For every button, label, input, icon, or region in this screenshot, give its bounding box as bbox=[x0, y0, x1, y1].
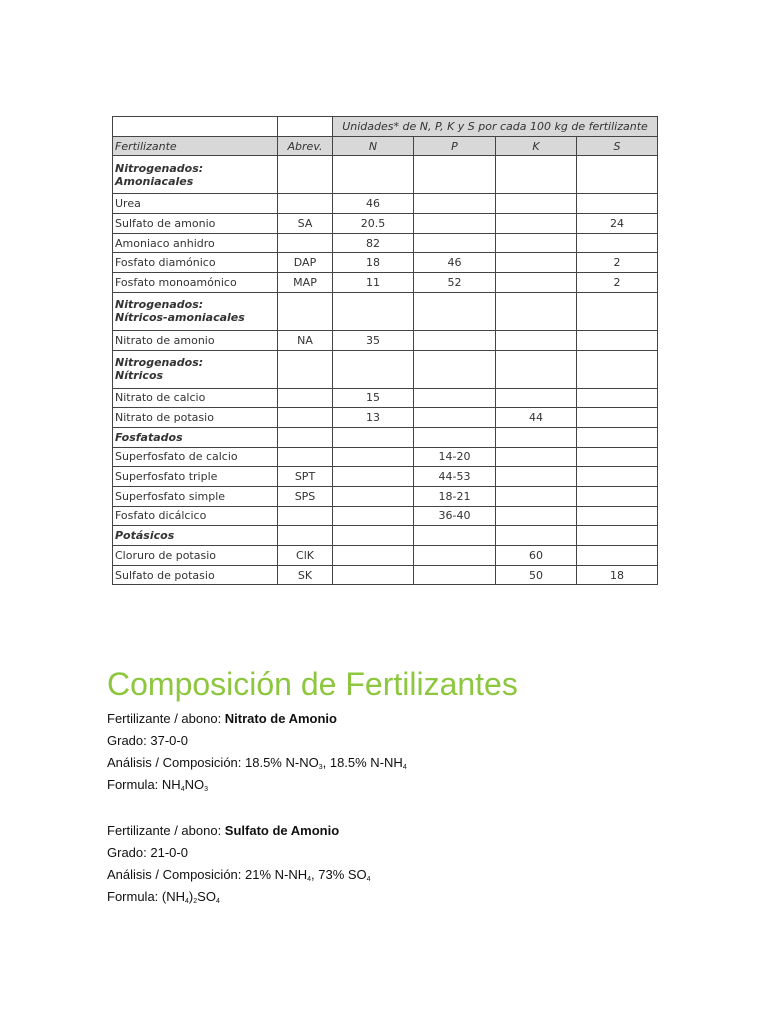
table-cell bbox=[577, 408, 658, 428]
table-cell: 36-40 bbox=[414, 506, 496, 526]
fertilizer-name: Fosfato diamónico bbox=[113, 253, 278, 273]
text-segment: ) bbox=[188, 889, 194, 904]
table-cell bbox=[496, 526, 577, 546]
table-cell bbox=[333, 447, 414, 467]
table-cell bbox=[414, 427, 496, 447]
table-cell bbox=[496, 292, 577, 330]
table-cell bbox=[333, 467, 414, 487]
table-cell bbox=[333, 350, 414, 388]
table-column-header-row bbox=[113, 136, 658, 156]
table-group-header-row bbox=[113, 117, 658, 137]
fertilizer-name: Nitrato de amonio bbox=[113, 330, 278, 350]
table-cell bbox=[414, 526, 496, 546]
table-row bbox=[113, 233, 658, 253]
table-cell: 18 bbox=[577, 565, 658, 585]
table-cell bbox=[577, 467, 658, 487]
subscript: 4 bbox=[307, 876, 312, 883]
fertilizer-name: Fosfato dicálcico bbox=[113, 506, 278, 526]
table-cell: 82 bbox=[333, 233, 414, 253]
category-row bbox=[113, 526, 658, 546]
table-cell: 60 bbox=[496, 546, 577, 566]
table-row bbox=[113, 467, 658, 487]
composition-line bbox=[107, 867, 371, 883]
subscript: 4 bbox=[402, 764, 407, 771]
table-cell bbox=[496, 350, 577, 388]
fertilizer-name: Amoniaco anhidro bbox=[113, 233, 278, 253]
table-cell: SA bbox=[278, 214, 333, 234]
column-header-s: S bbox=[577, 136, 658, 156]
table-cell: 13 bbox=[333, 408, 414, 428]
table-cell bbox=[577, 233, 658, 253]
table-cell bbox=[278, 292, 333, 330]
table-cell bbox=[278, 506, 333, 526]
table-row bbox=[113, 486, 658, 506]
table-cell: SPS bbox=[278, 486, 333, 506]
table-cell bbox=[333, 526, 414, 546]
table-cell: 44 bbox=[496, 408, 577, 428]
table-row bbox=[113, 388, 658, 408]
table-cell bbox=[278, 194, 333, 214]
page-title: Composición de Fertilizantes bbox=[107, 666, 518, 702]
table-cell bbox=[414, 388, 496, 408]
table-cell: 11 bbox=[333, 273, 414, 293]
table-corner-cell bbox=[278, 117, 333, 137]
table-cell: 52 bbox=[414, 273, 496, 293]
table-row bbox=[113, 330, 658, 350]
column-header-fertilizante: Fertilizante bbox=[113, 136, 278, 156]
fertilizer-name: Cloruro de potasio bbox=[113, 546, 278, 566]
category-label: Nitrogenados: Nítricos-amoniacales bbox=[113, 292, 278, 330]
table-cell bbox=[333, 506, 414, 526]
table-cell bbox=[577, 526, 658, 546]
table-cell: DAP bbox=[278, 253, 333, 273]
category-label: Nitrogenados: Amoniacales bbox=[113, 156, 278, 194]
table-cell bbox=[278, 447, 333, 467]
text-segment: SO bbox=[197, 889, 216, 904]
table-cell: 46 bbox=[414, 253, 496, 273]
composition-line bbox=[107, 733, 188, 748]
column-header-n: N bbox=[333, 136, 414, 156]
table-cell bbox=[278, 350, 333, 388]
column-header-abrev: Abrev. bbox=[278, 136, 333, 156]
table-cell bbox=[577, 506, 658, 526]
text-segment: Análisis / Composición: 21% N-NH bbox=[107, 867, 308, 882]
table-cell: 14-20 bbox=[414, 447, 496, 467]
table-cell bbox=[278, 156, 333, 194]
fertilizer-name: Nitrato de calcio bbox=[113, 388, 278, 408]
table-cell bbox=[278, 427, 333, 447]
table-cell: 46 bbox=[333, 194, 414, 214]
table-row bbox=[113, 565, 658, 585]
table-cell: SPT bbox=[278, 467, 333, 487]
table-cell bbox=[333, 486, 414, 506]
table-cell bbox=[577, 427, 658, 447]
table-cell bbox=[577, 546, 658, 566]
column-header-p: P bbox=[414, 136, 496, 156]
category-label: Potásicos bbox=[113, 526, 278, 546]
table-cell bbox=[496, 273, 577, 293]
text-segment: Fertilizante / abono: bbox=[107, 711, 225, 726]
table-cell bbox=[496, 388, 577, 408]
category-row bbox=[113, 292, 658, 330]
table-cell bbox=[496, 486, 577, 506]
table-cell bbox=[414, 330, 496, 350]
table-cell: 2 bbox=[577, 273, 658, 293]
table-cell bbox=[333, 546, 414, 566]
text-segment: Análisis / Composición: 18.5% N-NO bbox=[107, 755, 319, 770]
table-cell bbox=[414, 214, 496, 234]
category-label: Fosfatados bbox=[113, 427, 278, 447]
subscript: 3 bbox=[204, 786, 208, 793]
table-cell bbox=[577, 292, 658, 330]
composition-line bbox=[107, 777, 208, 793]
table-cell bbox=[278, 388, 333, 408]
table-cell bbox=[496, 156, 577, 194]
fertilizer-name: Superfosfato triple bbox=[113, 467, 278, 487]
fertilizer-name-bold: Sulfato de Amonio bbox=[224, 823, 340, 838]
fertilizer-name: Urea bbox=[113, 194, 278, 214]
table-row bbox=[113, 194, 658, 214]
table-cell bbox=[414, 156, 496, 194]
composition-line bbox=[107, 845, 188, 860]
fertilizer-name: Sulfato de potasio bbox=[113, 565, 278, 585]
group-header: Unidades* de N, P, K y S por cada 100 kg de fertilizante bbox=[333, 117, 658, 137]
table-cell bbox=[496, 194, 577, 214]
table-cell bbox=[577, 350, 658, 388]
table-cell bbox=[278, 233, 333, 253]
table-cell bbox=[414, 292, 496, 330]
table-cell bbox=[333, 292, 414, 330]
table-cell bbox=[577, 486, 658, 506]
table-row bbox=[113, 214, 658, 234]
table-cell bbox=[414, 194, 496, 214]
table-row bbox=[113, 408, 658, 428]
table-cell bbox=[577, 388, 658, 408]
table-cell: 50 bbox=[496, 565, 577, 585]
table-cell: 44-53 bbox=[414, 467, 496, 487]
composition-line bbox=[107, 711, 337, 726]
fertilizer-name: Superfosfato simple bbox=[113, 486, 278, 506]
fertilizer-name: Superfosfato de calcio bbox=[113, 447, 278, 467]
table-cell bbox=[496, 233, 577, 253]
table-cell: ClK bbox=[278, 546, 333, 566]
table-cell bbox=[496, 467, 577, 487]
table-cell: 18 bbox=[333, 253, 414, 273]
table-cell bbox=[414, 408, 496, 428]
table-cell: 15 bbox=[333, 388, 414, 408]
category-row bbox=[113, 350, 658, 388]
table-cell bbox=[278, 526, 333, 546]
table-cell bbox=[414, 546, 496, 566]
table-row bbox=[113, 253, 658, 273]
table-row bbox=[113, 506, 658, 526]
composition-line bbox=[107, 823, 339, 838]
subscript: 4 bbox=[180, 786, 185, 793]
text-segment: Formula: NH bbox=[107, 777, 181, 792]
text-segment: NO bbox=[184, 777, 205, 792]
category-label: Nitrogenados: Nítricos bbox=[113, 350, 278, 388]
text-segment: , 18.5% N-NH bbox=[322, 755, 403, 770]
table-cell bbox=[414, 350, 496, 388]
text-segment: Grado: 21-0-0 bbox=[107, 845, 188, 860]
text-segment: , 73% SO bbox=[311, 867, 367, 882]
subscript: 4 bbox=[185, 898, 189, 905]
text-segment: Grado: 37-0-0 bbox=[107, 733, 188, 748]
table-cell bbox=[333, 427, 414, 447]
fertilizer-name: Sulfato de amonio bbox=[113, 214, 278, 234]
subscript: 4 bbox=[366, 876, 371, 883]
category-row bbox=[113, 427, 658, 447]
table-row bbox=[113, 447, 658, 467]
table-cell: NA bbox=[278, 330, 333, 350]
table-cell bbox=[496, 330, 577, 350]
table-cell: 24 bbox=[577, 214, 658, 234]
fertilizer-name-bold: Nitrato de Amonio bbox=[224, 711, 337, 726]
fertilizer-name: Fosfato monoamónico bbox=[113, 273, 278, 293]
composition-line bbox=[107, 889, 220, 905]
table-cell: MAP bbox=[278, 273, 333, 293]
subscript: 4 bbox=[215, 898, 220, 905]
table-corner-cell bbox=[113, 117, 278, 137]
table-cell bbox=[496, 253, 577, 273]
fertilizer-name: Nitrato de potasio bbox=[113, 408, 278, 428]
table-cell bbox=[414, 565, 496, 585]
table-cell bbox=[577, 194, 658, 214]
table-cell: 2 bbox=[577, 253, 658, 273]
subscript: 3 bbox=[318, 764, 323, 771]
fertilizer-table bbox=[112, 116, 658, 585]
table-cell bbox=[577, 330, 658, 350]
text-segment: Fertilizante / abono: bbox=[107, 823, 225, 838]
table-cell bbox=[577, 156, 658, 194]
text-segment: Formula: (NH bbox=[107, 889, 186, 904]
table-cell bbox=[333, 156, 414, 194]
table-cell bbox=[496, 214, 577, 234]
table-row bbox=[113, 273, 658, 293]
table-cell bbox=[496, 506, 577, 526]
table-cell: 18-21 bbox=[414, 486, 496, 506]
table-cell bbox=[333, 565, 414, 585]
table-cell bbox=[496, 427, 577, 447]
category-row bbox=[113, 156, 658, 194]
table-cell: 20.5 bbox=[333, 214, 414, 234]
table-cell: SK bbox=[278, 565, 333, 585]
column-header-k: K bbox=[496, 136, 577, 156]
table-cell bbox=[414, 233, 496, 253]
subscript: 2 bbox=[193, 898, 198, 905]
table-cell: 35 bbox=[333, 330, 414, 350]
table-cell bbox=[577, 447, 658, 467]
table-cell bbox=[496, 447, 577, 467]
table-row bbox=[113, 546, 658, 566]
table-cell bbox=[278, 408, 333, 428]
composition-line bbox=[107, 755, 407, 771]
